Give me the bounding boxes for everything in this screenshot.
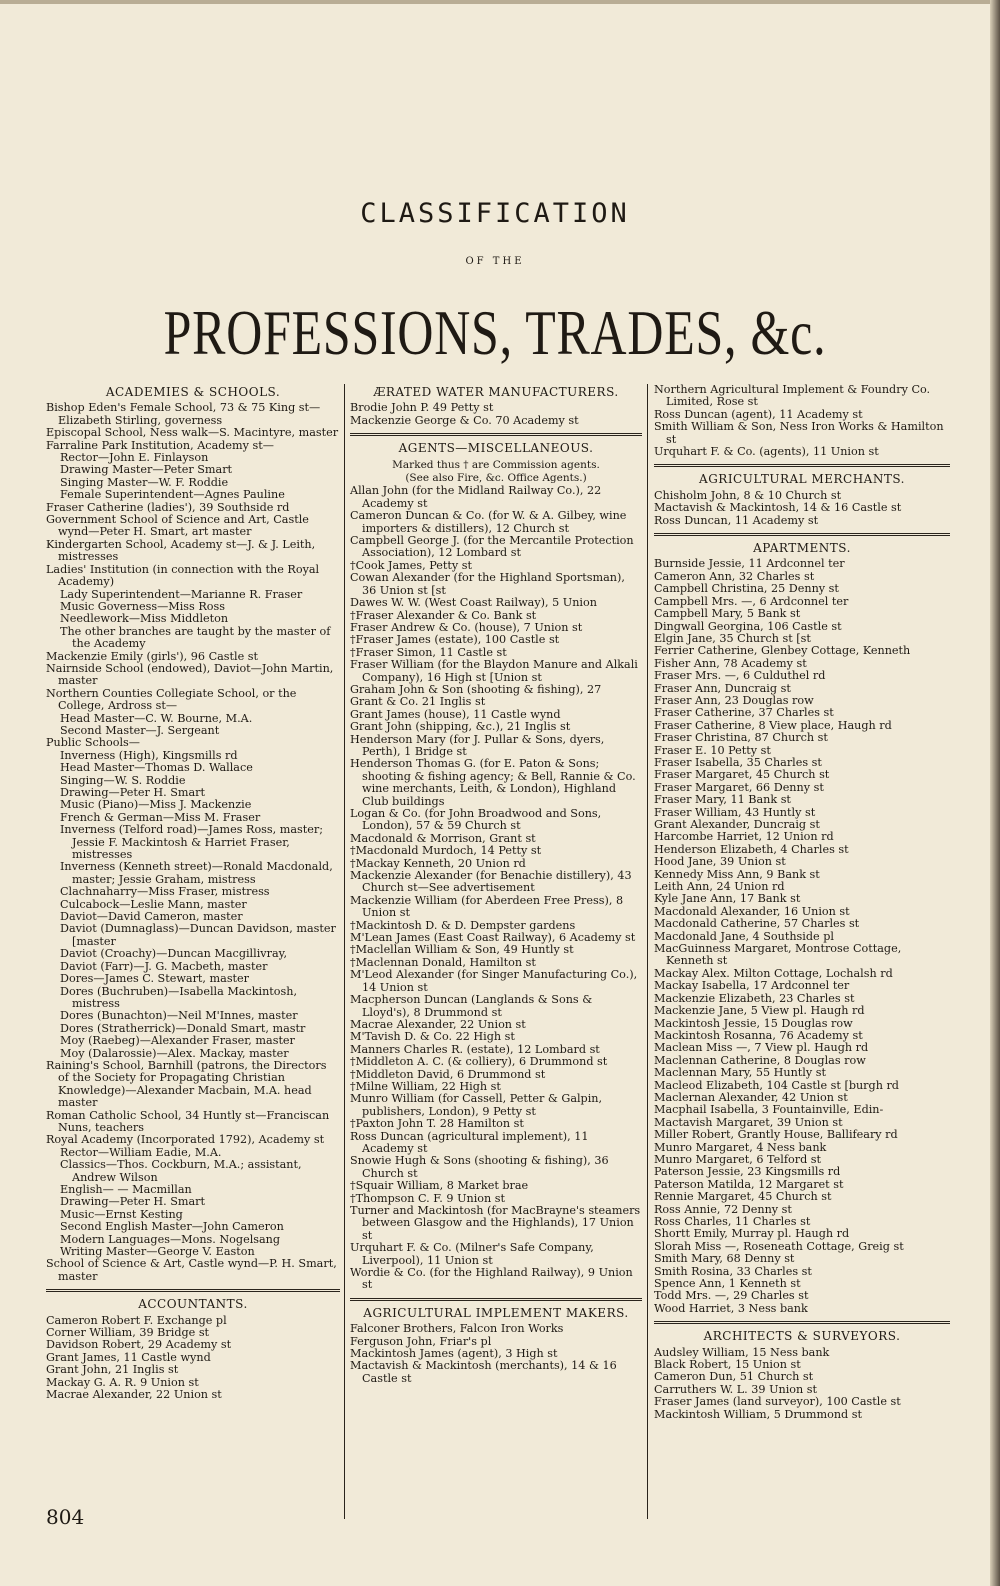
directory-entry: Ross Charles, 11 Charles st: [654, 1215, 811, 1228]
directory-entry: Mackintosh James (agent), 3 High st: [350, 1347, 558, 1361]
directory-entry: Rector—William Eadie, M.A.: [60, 1145, 222, 1159]
directory-entry: Henderson Mary (for J. Pullar & Sons, dyers, Perth), 1 Bridge st: [350, 732, 605, 758]
directory-entry: Hood Jane, 39 Union st: [654, 855, 786, 869]
directory-entry: Dawes W. W. (West Coast Railway), 5 Union: [350, 596, 597, 610]
directory-entry: Audsley William, 15 Ness bank: [654, 1345, 830, 1359]
directory-entry: Davidson Robert, 29 Academy st: [46, 1338, 232, 1352]
heading-of-the: OF THE: [465, 256, 525, 267]
directory-entry: Grant John, 21 Inglis st: [46, 1363, 179, 1377]
directory-entry: Macdonald & Morrison, Grant st: [350, 831, 536, 845]
directory-entry: Campbell Christina, 25 Denny st: [654, 582, 839, 596]
directory-entry: Modern Languages—Mons. Nogelsang: [60, 1232, 281, 1246]
directory-entry: Singing Master—W. F. Roddie: [60, 475, 229, 489]
directory-entry: Munro Margaret, 4 Ness bank: [654, 1140, 827, 1154]
directory-entry: Public Schools—: [46, 736, 140, 750]
directory-entry: Elgin Jane, 35 Church st [st: [654, 631, 811, 645]
directory-entry: Smith Mary, 68 Denny st: [654, 1252, 795, 1266]
directory-entry: Munro William (for Cassell, Petter & Galpin, publishers, London), 9 Petty st: [350, 1092, 603, 1118]
directory-entry: Fraser Margaret, 45 Church st: [654, 768, 830, 782]
directory-entry: Music (Piano)—Miss J. Mackenzie: [60, 798, 252, 812]
directory-entry: Bishop Eden's Female School, 73 & 75 King st—Elizabeth Stirling, governess: [46, 401, 321, 427]
directory-entry: Urquhart F. & Co. (agents), 11 Union st: [654, 445, 879, 459]
directory-entry: Mactavish Margaret, 39 Union st: [654, 1115, 843, 1129]
directory-entry: Grant Alexander, Duncraig st: [654, 818, 820, 831]
directory-entry: Macrae Alexander, 22 Union st: [46, 1388, 222, 1402]
book-spine-shadow: [990, 0, 1000, 1586]
section-heading: APARTMENTS.: [753, 541, 851, 556]
directory-entry: Cameron Ann, 32 Charles st: [654, 569, 815, 583]
directory-entry: Fraser Christina, 87 Church st: [654, 731, 828, 745]
section-divider: [654, 1321, 950, 1324]
directory-entry: Kennedy Miss Ann, 9 Bank st: [654, 867, 820, 881]
directory-entry: Fraser Mrs. —, 6 Culduthel rd: [654, 669, 826, 683]
directory-entry: Northern Counties Collegiate School, or the College, Ardross st—: [46, 686, 297, 713]
directory-entry: Fraser Ann, 23 Douglas row: [654, 693, 814, 707]
directory-entry: †Fraser Alexander & Co. Bank st: [350, 608, 537, 622]
directory-entry: Female Superintendent—Agnes Pauline: [60, 488, 285, 502]
directory-entry: Corner William, 39 Bridge st: [46, 1326, 210, 1340]
directory-entry: School of Science & Art, Castle wynd—P. H. Smart, master: [46, 1257, 337, 1283]
column-divider-2: [647, 384, 648, 1519]
directory-entry: Cowan Alexander (for the Highland Sportsman), 36 Union st [st: [350, 571, 625, 597]
directory-entry: Fraser Isabella, 35 Charles st: [654, 755, 822, 769]
directory-entry: Kindergarten School, Academy st—J. & J. Leith, mistresses: [46, 537, 316, 564]
directory-entry: Mackay G. A. R. 9 Union st: [46, 1375, 199, 1389]
directory-entry: Fisher Ann, 78 Academy st: [654, 656, 807, 670]
directory-entry: †Middleton A. C. (& colliery), 6 Drummond st: [350, 1055, 608, 1069]
directory-entry: Ross Annie, 72 Denny st: [654, 1202, 792, 1216]
directory-entry: Maclennan Catherine, 8 Douglas row: [654, 1053, 866, 1067]
directory-entry: Leith Ann, 24 Union rd: [654, 880, 785, 894]
directory-entry: Music—Ernst Kesting: [60, 1207, 183, 1221]
directory-entry: Urquhart F. & Co. (Milner's Safe Company, Liverpool), 11 Union st: [350, 1241, 594, 1267]
directory-entry: Fraser Margaret, 66 Denny st: [654, 780, 824, 794]
directory-entry: †Cook James, Petty st: [350, 558, 472, 572]
directory-entry: Campbell Mrs. —, 6 Ardconnel ter: [654, 594, 849, 608]
directory-entry: Allan John (for the Midland Railway Co.), 22 Academy st: [350, 484, 602, 510]
section-divider: [46, 1289, 340, 1292]
directory-entry: Smith Rosina, 33 Charles st: [654, 1264, 812, 1278]
directory-entry: French & German—Miss M. Fraser: [60, 810, 261, 824]
directory-entry: †Thompson C. F. 9 Union st: [350, 1191, 506, 1205]
directory-entry: Macphail Isabella, 3 Fountainville, Edin-: [654, 1103, 884, 1117]
directory-entry: Cameron Robert F. Exchange pl: [46, 1313, 227, 1327]
directory-entry: English— — Macmillan: [60, 1183, 192, 1196]
directory-entry: Needlework—Miss Middleton: [60, 612, 229, 626]
section-heading: ACADEMIES & SCHOOLS.: [105, 385, 281, 399]
directory-entry: †Maclennan Donald, Hamilton st: [350, 955, 536, 969]
section-heading: AGRICULTURAL MERCHANTS.: [699, 472, 905, 487]
directory-entry: Inverness (Kenneth street)—Ronald Macdonald, master; Jessie Graham, mistress: [60, 860, 333, 886]
directory-entry: Daviot (Croachy)—Duncan Macgillivray,: [60, 947, 288, 961]
section-heading: ACCOUNTANTS.: [138, 1297, 248, 1312]
directory-entry: Drawing Master—Peter Smart: [60, 463, 233, 477]
directory-entry: Burnside Jessie, 11 Ardconnel ter: [654, 557, 845, 571]
directory-entry: Black Robert, 15 Union st: [654, 1358, 801, 1372]
directory-entry: Ross Duncan, 11 Academy st: [654, 513, 819, 527]
directory-entry: Spence Ann, 1 Kenneth st: [654, 1277, 801, 1291]
directory-entry: †Fraser Simon, 11 Castle st: [350, 645, 507, 659]
directory-entry: Dingwall Georgina, 106 Castle st: [654, 619, 842, 633]
directory-entry: Grant James, 11 Castle wynd: [46, 1350, 211, 1364]
section-note: (See also Fire, &c. Office Agents.): [405, 472, 587, 485]
directory-entry: Mackintosh Rosanna, 76 Academy st: [654, 1028, 863, 1042]
directory-entry: Macleod Elizabeth, 104 Castle st [burgh rd: [654, 1078, 899, 1092]
directory-entry: Writing Master—George V. Easton: [60, 1245, 255, 1259]
directory-entry: Ross Duncan (agricultural implement), 11 Academy st: [350, 1129, 589, 1155]
directory-entry: Ross Duncan (agent), 11 Academy st: [654, 407, 863, 421]
directory-entry: †Paxton John T. 28 Hamilton st: [350, 1117, 524, 1131]
directory-entry: Roman Catholic School, 34 Huntly st—Franciscan Nuns, teachers: [46, 1108, 330, 1134]
directory-entry: Falconer Brothers, Falcon Iron Works: [350, 1322, 564, 1336]
directory-entry: Shortt Emily, Murray pl. Haugh rd: [654, 1227, 850, 1241]
directory-entry: Drawing—Peter H. Smart: [60, 1195, 206, 1209]
directory-entry: Mackenzie Emily (girls'), 96 Castle st: [46, 649, 259, 663]
directory-entry: Miller Robert, Grantly House, Ballifeary rd: [654, 1128, 898, 1142]
directory-entry: Second Master—J. Sergeant: [60, 723, 220, 737]
column-2: [350, 384, 642, 1385]
directory-entry: Logan & Co. (for John Broadwood and Sons, London), 57 & 59 Church st: [350, 807, 602, 833]
directory-entry: Mackintosh William, 5 Drummond st: [654, 1407, 863, 1421]
directory-entry: Fraser Catherine, 8 View place, Haugh rd: [654, 718, 892, 732]
directory-entry: Singing—W. S. Roddie: [60, 773, 186, 787]
directory-entry: Classics—Thos. Cockburn, M.A.; assistant, Andrew Wilson: [60, 1158, 302, 1184]
directory-entry: Dores (Bunachton)—Neil M'Innes, master: [60, 1009, 298, 1023]
directory-entry: †Milne William, 22 High st: [350, 1079, 501, 1093]
directory-entry: Mackenzie Jane, 5 View pl. Haugh rd: [654, 1004, 865, 1018]
directory-entry: Munro Margaret, 6 Telford st: [654, 1152, 822, 1166]
directory-entry: Mackintosh Jessie, 15 Douglas row: [654, 1016, 853, 1030]
directory-entry: Graham John & Son (shooting & fishing), 27: [350, 682, 602, 696]
directory-entry: Daviot (Farr)—J. G. Macbeth, master: [60, 959, 268, 973]
directory-entry: Maclennan Mary, 55 Huntly st: [654, 1066, 826, 1080]
directory-entry: Ladies' Institution (in connection with the Royal Academy): [46, 562, 320, 589]
directory-entry: Henderson Thomas G. (for E. Paton & Sons; shooting & fishing agency; & Bell, Rannie & Co. wine merchants, Leith, & London), Highland Club buildings: [350, 757, 636, 808]
section-heading: ÆRATED WATER MANUFACTURERS.: [373, 385, 619, 399]
directory-entry: †Squair William, 8 Market brae: [350, 1179, 529, 1193]
directory-entry: Grant John (shipping, &c.), 21 Inglis st: [350, 720, 571, 734]
section-note: Marked thus † are Commission agents.: [392, 458, 600, 471]
directory-entry: Head Master—C. W. Bourne, M.A.: [60, 711, 253, 725]
directory-entry: Paterson Matilda, 12 Margaret st: [654, 1177, 844, 1191]
directory-entry: Mackenzie Elizabeth, 23 Charles st: [654, 991, 855, 1005]
directory-entry: Fraser Mary, 11 Bank st: [654, 793, 791, 807]
directory-entry: M'Lean James (East Coast Railway), 6 Academy st: [350, 931, 636, 945]
directory-entry: Wordie & Co. (for the Highland Railway), 9 Union st: [350, 1266, 633, 1292]
directory-entry: Mackay Isabella, 17 Ardconnel ter: [654, 979, 850, 993]
directory-entry: Turner and Mackintosh (for MacBrayne's steamers between Glasgow and the Highlands), 17 Union st: [350, 1204, 641, 1242]
directory-entry: Dores (Stratherrick)—Donald Smart, mastr: [60, 1021, 306, 1035]
directory-entry: †Macdonald Murdoch, 14 Petty st: [350, 844, 542, 858]
directory-entry: Mactavish & Mackintosh (merchants), 14 & 16 Castle st: [350, 1359, 617, 1385]
directory-entry: Fraser James (land surveyor), 100 Castle st: [654, 1395, 901, 1409]
directory-entry: Cameron Duncan & Co. (for W. & A. Gilbey, wine importers & distillers), 12 Church st: [350, 509, 627, 535]
directory-entry: Maclean Miss —, 7 View pl. Haugh rd: [654, 1041, 869, 1055]
directory-entry: Fraser Catherine, 37 Charles st: [654, 706, 834, 720]
directory-entry: Mackenzie William (for Aberdeen Free Press), 8 Union st: [350, 893, 624, 920]
directory-entry: Moy (Dalarossie)—Alex. Mackay, master: [60, 1046, 289, 1060]
directory-entry: Moy (Raebeg)—Alexander Fraser, master: [60, 1034, 295, 1048]
directory-entry: Ferrier Catherine, Glenbey Cottage, Kenneth: [654, 644, 911, 658]
section-divider: [654, 464, 950, 467]
directory-entry: Macrae Alexander, 22 Union st: [350, 1017, 526, 1031]
directory-entry: Grant & Co. 21 Inglis st: [350, 695, 486, 709]
directory-entry: Kyle Jane Ann, 17 Bank st: [654, 892, 801, 906]
directory-entry: Raining's School, Barnhill (patrons, the Directors of the Society for Propagating Christian Knowledge)—Alexander Macbain, M.A. head master: [46, 1058, 327, 1110]
directory-entry: Fraser William, 43 Huntly st: [654, 805, 816, 819]
directory-entry: †Maclellan William & Son, 49 Huntly st: [350, 943, 574, 957]
directory-entry: Mackenzie Alexander (for Benachie distillery), 43 Church st—See advertisement: [350, 869, 632, 895]
section-heading: ARCHITECTS & SURVEYORS.: [703, 1329, 901, 1344]
directory-entry: Episcopal School, Ness walk—S. Macintyre, master: [46, 426, 339, 440]
directory-entry: Carruthers W. L. 39 Union st: [654, 1382, 818, 1396]
directory-entry: M'Tavish D. & Co. 22 High st: [350, 1030, 515, 1044]
directory-entry: Dores—James C. Stewart, master: [60, 972, 250, 986]
directory-entry: Macdonald Alexander, 16 Union st: [654, 904, 850, 918]
directory-entry: Macdonald Catherine, 57 Charles st: [654, 917, 860, 931]
directory-entry: Lady Superintendent—Marianne R. Fraser: [60, 587, 303, 601]
directory-entry: Northern Agricultural Implement & Foundry Co. Limited, Rose st: [654, 383, 931, 409]
directory-entry: Second English Master—John Cameron: [60, 1220, 284, 1234]
directory-entry: †Mackintosh D. & D. Dempster gardens: [350, 918, 576, 932]
directory-entry: Mackay Alex. Milton Cottage, Lochalsh rd: [654, 966, 893, 980]
directory-entry: †Fraser James (estate), 100 Castle st: [350, 633, 560, 647]
directory-entry: Manners Charles R. (estate), 12 Lombard st: [350, 1042, 600, 1056]
directory-entry: Mactavish & Mackintosh, 14 & 16 Castle st: [654, 501, 902, 515]
directory-entry: Inverness (High), Kingsmills rd: [60, 748, 238, 762]
directory-entry: Grant James (house), 11 Castle wynd: [350, 707, 561, 721]
directory-entry: Todd Mrs. —, 29 Charles st: [654, 1289, 809, 1303]
directory-entry: Daviot (Dumnaglass)—Duncan Davidson, master [master: [60, 922, 336, 948]
directory-entry: Macdonald Jane, 4 Southside pl: [654, 929, 834, 943]
directory-entry: Culcabock—Leslie Mann, master: [60, 897, 247, 911]
section-divider: [350, 433, 642, 436]
directory-entry: Cameron Dun, 51 Church st: [654, 1370, 814, 1384]
page-title: PROFESSIONS, TRADES, &c.: [163, 297, 827, 368]
directory-entry: Campbell Mary, 5 Bank st: [654, 607, 801, 621]
section-divider: [350, 1298, 642, 1301]
directory-entry: Ferguson John, Friar's pl: [350, 1334, 492, 1348]
directory-entry: †Middleton David, 6 Drummond st: [350, 1067, 546, 1081]
directory-entry: Farraline Park Institution, Academy st—: [46, 438, 274, 452]
directory-entry: Slorah Miss —, Roseneath Cottage, Greig st: [654, 1239, 904, 1253]
directory-entry: Fraser Andrew & Co. (house), 7 Union st: [350, 620, 583, 634]
directory-entry: Head Master—Thomas D. Wallace: [60, 761, 253, 775]
directory-entry: Rennie Margaret, 45 Church st: [654, 1190, 832, 1204]
directory-entry: Fraser Catherine (ladies'), 39 Southside rd: [46, 500, 290, 514]
directory-entry: Clachnaharry—Miss Fraser, mistress: [60, 885, 270, 899]
directory-entry: Snowie Hugh & Sons (shooting & fishing), 36 Church st: [350, 1154, 609, 1180]
directory-entry: The other branches are taught by the master of the Academy: [60, 624, 331, 651]
section-heading: AGRICULTURAL IMPLEMENT MAKERS.: [363, 1305, 629, 1320]
directory-entry: Smith William & Son, Ness Iron Works & Hamilton st: [654, 420, 944, 446]
directory-entry: Daviot—David Cameron, master: [60, 910, 243, 924]
directory-entry: Henderson Elizabeth, 4 Charles st: [654, 842, 849, 856]
heading-classification: CLASSIFICATION: [360, 198, 630, 229]
directory-entry: Inverness (Telford road)—James Ross, master; Jessie F. Mackintosh & Harriet Fraser, mistresses: [60, 823, 324, 862]
directory-entry: Wood Harriet, 3 Ness bank: [654, 1301, 808, 1315]
directory-entry: Mackenzie George & Co. 70 Academy st: [350, 413, 579, 427]
directory-entry: Campbell George J. (for the Mercantile Protection Association), 12 Lombard st: [350, 534, 634, 560]
directory-entry: Government School of Science and Art, Castle wynd—Peter H. Smart, art master: [46, 513, 309, 539]
column-3: [654, 384, 950, 1421]
directory-entry: Chisholm John, 8 & 10 Church st: [654, 488, 842, 502]
directory-entry: Fraser William (for the Blaydon Manure and Alkali Company), 16 High st [Union st: [350, 658, 638, 684]
directory-entry: Maclernan Alexander, 42 Union st: [654, 1090, 848, 1104]
directory-entry: Nairnside School (endowed), Daviot—John Martin, master: [46, 661, 334, 688]
directory-entry: Music Governess—Miss Ross: [60, 599, 225, 613]
directory-entry: †Mackay Kenneth, 20 Union rd: [350, 856, 526, 870]
directory-entry: Fraser E. 10 Petty st: [654, 743, 771, 757]
page-number: 804: [46, 1505, 85, 1529]
directory-entry: MacGuinness Margaret, Montrose Cottage, Kenneth st: [654, 942, 902, 968]
directory-entry: Drawing—Peter H. Smart: [60, 786, 206, 799]
column-1: [46, 384, 340, 1402]
directory-entry: Paterson Jessie, 23 Kingsmills rd: [654, 1165, 841, 1179]
directory-entry: Brodie John P. 49 Petty st: [350, 401, 494, 415]
directory-entry: Harcombe Harriet, 12 Union rd: [654, 830, 834, 844]
directory-entry: Dores (Buchruben)—Isabella Mackintosh, mistress: [60, 984, 298, 1010]
section-divider: [654, 533, 950, 536]
section-heading: AGENTS—MISCELLANEOUS.: [398, 441, 594, 456]
page-top-edge: [0, 0, 990, 4]
directory-entry: Macpherson Duncan (Langlands & Sons & Lloyd's), 8 Drummond st: [350, 993, 593, 1019]
directory-entry: Royal Academy (Incorporated 1792), Academy st: [46, 1133, 325, 1147]
directory-entry: Fraser Ann, Duncraig st: [654, 681, 791, 695]
column-divider-1: [344, 384, 345, 1519]
directory-entry: M'Leod Alexander (for Singer Manufacturing Co.), 14 Union st: [350, 968, 638, 994]
directory-entry: Rector—John E. Finlayson: [60, 451, 209, 465]
